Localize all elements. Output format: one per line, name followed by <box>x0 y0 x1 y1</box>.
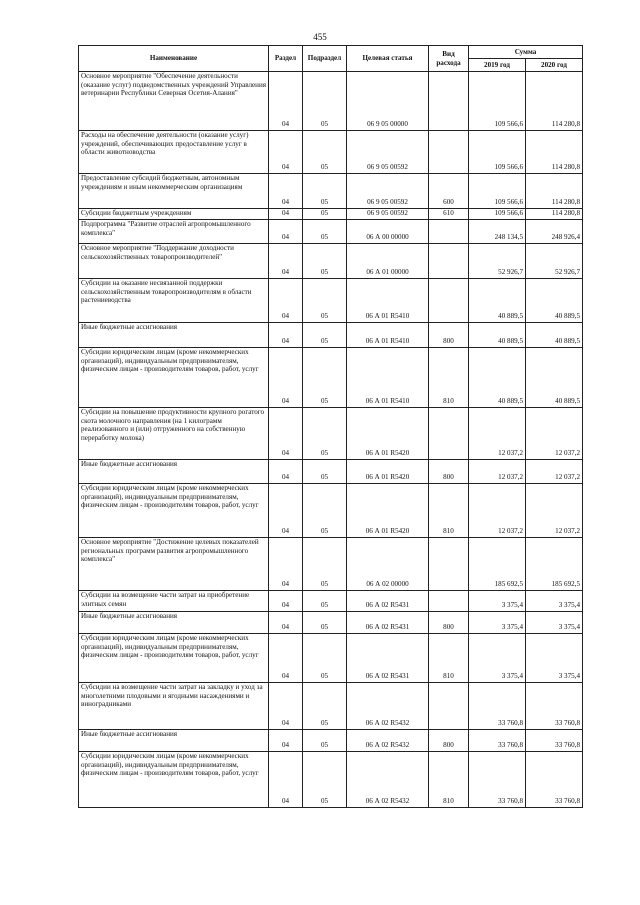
row-value-2020-cell: 33 760,8 <box>526 752 583 808</box>
table-row <box>79 484 583 538</box>
row-section-cell: 04 <box>269 591 303 612</box>
table-row <box>79 244 583 279</box>
row-name-cell: Иные бюджетные ассигнования <box>79 323 269 348</box>
row-value-2019-cell: 33 760,8 <box>469 683 526 730</box>
row-value-2020-cell: 40 889,5 <box>526 323 583 348</box>
row-value-2020-cell: 40 889,5 <box>526 348 583 408</box>
table-row <box>79 460 583 484</box>
table-row <box>79 323 583 348</box>
table-row <box>79 683 583 730</box>
row-name-cell: Субсидии на повышение продуктивности крупного рогатого скота молочного направления (на 1 килограмм реализованного и (или) отгруженного на собственную переработку молока) <box>79 408 269 460</box>
row-expense-cell <box>429 408 469 460</box>
row-value-2019-cell: 109 566,6 <box>469 131 526 174</box>
row-subsection-cell: 05 <box>303 279 347 323</box>
row-name-cell: Субсидии на возмещение части затрат на закладку и уход за многолетними плодовыми и ягодными насаждениями и виноградниками <box>79 683 269 730</box>
row-subsection-cell: 05 <box>303 209 347 220</box>
row-name-cell: Расходы на обеспечение деятельности (оказание услуг) учреждений, обеспечивающих предоставление услуг в области животноводства <box>79 131 269 174</box>
row-value-2020-cell: 12 037,2 <box>526 460 583 484</box>
table-row <box>79 634 583 683</box>
header-name: Наименование <box>79 46 269 72</box>
row-section-cell: 04 <box>269 244 303 279</box>
page-number: 455 <box>313 32 327 42</box>
row-article-cell: 06 9 05 00000 <box>347 72 429 131</box>
row-subsection-cell: 05 <box>303 244 347 279</box>
table-row <box>79 209 583 220</box>
row-value-2020-cell: 33 760,8 <box>526 683 583 730</box>
row-value-2019-cell: 33 760,8 <box>469 730 526 752</box>
row-article-cell: 06 А 02 R5432 <box>347 730 429 752</box>
row-expense-cell <box>429 131 469 174</box>
row-name-cell: Иные бюджетные ассигнования <box>79 460 269 484</box>
row-name-cell: Субсидии юридическим лицам (кроме некоммерческих организаций), индивидуальным предпринимателям, физическим лицам - производителям товаров, работ, услуг <box>79 752 269 808</box>
row-value-2019-cell: 40 889,5 <box>469 279 526 323</box>
row-name-cell: Предоставление субсидий бюджетным, автономным учреждениям и иным некоммерческим организациям <box>79 174 269 209</box>
row-section-cell: 04 <box>269 538 303 591</box>
row-value-2019-cell: 12 037,2 <box>469 460 526 484</box>
row-article-cell: 06 А 00 00000 <box>347 220 429 244</box>
row-value-2019-cell: 3 375,4 <box>469 634 526 683</box>
row-article-cell: 06 А 02 R5432 <box>347 683 429 730</box>
row-name-cell: Иные бюджетные ассигнования <box>79 612 269 634</box>
row-section-cell: 04 <box>269 72 303 131</box>
row-subsection-cell: 05 <box>303 220 347 244</box>
row-value-2020-cell: 12 037,2 <box>526 484 583 538</box>
row-section-cell: 04 <box>269 484 303 538</box>
row-expense-cell <box>429 72 469 131</box>
row-section-cell: 04 <box>269 752 303 808</box>
row-expense-cell: 810 <box>429 484 469 538</box>
row-expense-cell <box>429 683 469 730</box>
row-subsection-cell: 05 <box>303 348 347 408</box>
row-section-cell: 04 <box>269 279 303 323</box>
header-sum: Сумма <box>469 46 583 59</box>
row-section-cell: 04 <box>269 209 303 220</box>
row-section-cell: 04 <box>269 131 303 174</box>
header-expense-type: Вид расхода <box>429 46 469 72</box>
row-article-cell: 06 А 02 00000 <box>347 538 429 591</box>
row-subsection-cell: 05 <box>303 72 347 131</box>
row-subsection-cell: 05 <box>303 730 347 752</box>
row-subsection-cell: 05 <box>303 484 347 538</box>
header-year-2019: 2019 год <box>469 59 526 72</box>
row-name-cell: Основное мероприятие "Обеспечение деятельности (оказание услуг) подведомственных учреждений Управления ветеринарии Республики Северная Осетия-Алания" <box>79 72 269 131</box>
row-name-cell: Субсидии на возмещение части затрат на приобретение элитных семян <box>79 591 269 612</box>
row-value-2020-cell: 52 926,7 <box>526 244 583 279</box>
row-value-2019-cell: 248 134,5 <box>469 220 526 244</box>
row-article-cell: 06 9 05 00592 <box>347 131 429 174</box>
row-name-cell: Субсидии юридическим лицам (кроме некоммерческих организаций), индивидуальным предпринимателям, физическим лицам - производителям товаров, работ, услуг <box>79 484 269 538</box>
row-expense-cell: 800 <box>429 460 469 484</box>
row-expense-cell: 810 <box>429 348 469 408</box>
row-value-2020-cell: 3 375,4 <box>526 591 583 612</box>
row-article-cell: 06 А 01 R5410 <box>347 348 429 408</box>
row-subsection-cell: 05 <box>303 131 347 174</box>
row-article-cell: 06 А 02 R5431 <box>347 612 429 634</box>
row-value-2019-cell: 33 760,8 <box>469 752 526 808</box>
row-expense-cell <box>429 244 469 279</box>
row-name-cell: Подпрограмма "Развитие отраслей агропромышленного комплекса" <box>79 220 269 244</box>
row-section-cell: 04 <box>269 634 303 683</box>
row-article-cell: 06 А 01 R5420 <box>347 408 429 460</box>
row-subsection-cell: 05 <box>303 752 347 808</box>
table-row <box>79 612 583 634</box>
row-section-cell: 04 <box>269 730 303 752</box>
budget-table <box>78 45 583 808</box>
row-section-cell: 04 <box>269 408 303 460</box>
row-expense-cell <box>429 538 469 591</box>
header-subsection: Подраздел <box>303 46 347 72</box>
row-value-2019-cell: 40 889,5 <box>469 323 526 348</box>
header-section: Раздел <box>269 46 303 72</box>
row-name-cell: Иные бюджетные ассигнования <box>79 730 269 752</box>
row-article-cell: 06 А 01 R5410 <box>347 323 429 348</box>
table-row <box>79 730 583 752</box>
table-row <box>79 220 583 244</box>
table-row <box>79 348 583 408</box>
row-section-cell: 04 <box>269 348 303 408</box>
row-section-cell: 04 <box>269 323 303 348</box>
row-subsection-cell: 05 <box>303 591 347 612</box>
row-article-cell: 06 А 01 R5420 <box>347 484 429 538</box>
row-expense-cell: 600 <box>429 174 469 209</box>
row-value-2019-cell: 185 692,5 <box>469 538 526 591</box>
row-section-cell: 04 <box>269 220 303 244</box>
row-expense-cell: 800 <box>429 730 469 752</box>
row-expense-cell: 800 <box>429 612 469 634</box>
row-expense-cell: 610 <box>429 209 469 220</box>
row-subsection-cell: 05 <box>303 408 347 460</box>
row-value-2020-cell: 12 037,2 <box>526 408 583 460</box>
row-article-cell: 06 А 02 R5431 <box>347 591 429 612</box>
row-expense-cell: 810 <box>429 634 469 683</box>
row-expense-cell: 800 <box>429 323 469 348</box>
row-value-2019-cell: 109 566,6 <box>469 209 526 220</box>
row-name-cell: Основное мероприятие "Поддержание доходности сельскохозяйственных товаропроизводителей" <box>79 244 269 279</box>
row-subsection-cell: 05 <box>303 174 347 209</box>
table-row <box>79 752 583 808</box>
row-subsection-cell: 05 <box>303 323 347 348</box>
row-value-2020-cell: 40 889,5 <box>526 279 583 323</box>
row-value-2019-cell: 109 566,6 <box>469 72 526 131</box>
row-value-2020-cell: 248 926,4 <box>526 220 583 244</box>
row-value-2019-cell: 109 566,6 <box>469 174 526 209</box>
row-section-cell: 04 <box>269 612 303 634</box>
table-row <box>79 72 583 131</box>
table-row <box>79 131 583 174</box>
row-value-2019-cell: 3 375,4 <box>469 612 526 634</box>
row-value-2019-cell: 12 037,2 <box>469 408 526 460</box>
row-value-2020-cell: 3 375,4 <box>526 634 583 683</box>
table-row <box>79 591 583 612</box>
row-article-cell: 06 9 05 00592 <box>347 209 429 220</box>
row-article-cell: 06 А 01 R5420 <box>347 460 429 484</box>
row-value-2019-cell: 12 037,2 <box>469 484 526 538</box>
row-expense-cell <box>429 591 469 612</box>
row-name-cell: Субсидии юридическим лицам (кроме некоммерческих организаций), индивидуальным предпринимателям, физическим лицам - производителям товаров, работ, услуг <box>79 634 269 683</box>
row-article-cell: 06 А 02 R5432 <box>347 752 429 808</box>
table-row <box>79 174 583 209</box>
row-value-2019-cell: 3 375,4 <box>469 591 526 612</box>
row-name-cell: Субсидии юридическим лицам (кроме некоммерческих организаций), индивидуальным предпринимателям, физическим лицам - производителям товаров, работ, услуг <box>79 348 269 408</box>
row-expense-cell <box>429 279 469 323</box>
row-value-2020-cell: 114 280,8 <box>526 72 583 131</box>
row-article-cell: 06 9 05 00592 <box>347 174 429 209</box>
table-body <box>79 72 583 808</box>
row-subsection-cell: 05 <box>303 460 347 484</box>
row-expense-cell: 810 <box>429 752 469 808</box>
row-name-cell: Субсидии бюджетным учреждениям <box>79 209 269 220</box>
row-value-2020-cell: 185 692,5 <box>526 538 583 591</box>
row-subsection-cell: 05 <box>303 538 347 591</box>
row-section-cell: 04 <box>269 174 303 209</box>
header-year-2020: 2020 год <box>526 59 583 72</box>
row-name-cell: Субсидии на оказание несвязанной поддержки сельскохозяйственным товаропроизводителям в области растениеводства <box>79 279 269 323</box>
row-article-cell: 06 А 01 00000 <box>347 244 429 279</box>
row-value-2020-cell: 33 760,8 <box>526 730 583 752</box>
row-section-cell: 04 <box>269 683 303 730</box>
row-article-cell: 06 А 02 R5431 <box>347 634 429 683</box>
row-value-2020-cell: 114 280,8 <box>526 131 583 174</box>
row-section-cell: 04 <box>269 460 303 484</box>
row-value-2020-cell: 114 280,8 <box>526 174 583 209</box>
table-row <box>79 279 583 323</box>
row-subsection-cell: 05 <box>303 612 347 634</box>
table-row <box>79 408 583 460</box>
row-expense-cell <box>429 220 469 244</box>
row-value-2019-cell: 52 926,7 <box>469 244 526 279</box>
row-subsection-cell: 05 <box>303 634 347 683</box>
row-article-cell: 06 А 01 R5410 <box>347 279 429 323</box>
table-row <box>79 538 583 591</box>
row-subsection-cell: 05 <box>303 683 347 730</box>
row-value-2020-cell: 114 280,8 <box>526 209 583 220</box>
header-target-article: Целевая статья <box>347 46 429 72</box>
row-name-cell: Основное мероприятие "Достижение целевых показателей региональных программ развития агропромышленного комплекса" <box>79 538 269 591</box>
row-value-2019-cell: 40 889,5 <box>469 348 526 408</box>
row-value-2020-cell: 3 375,4 <box>526 612 583 634</box>
